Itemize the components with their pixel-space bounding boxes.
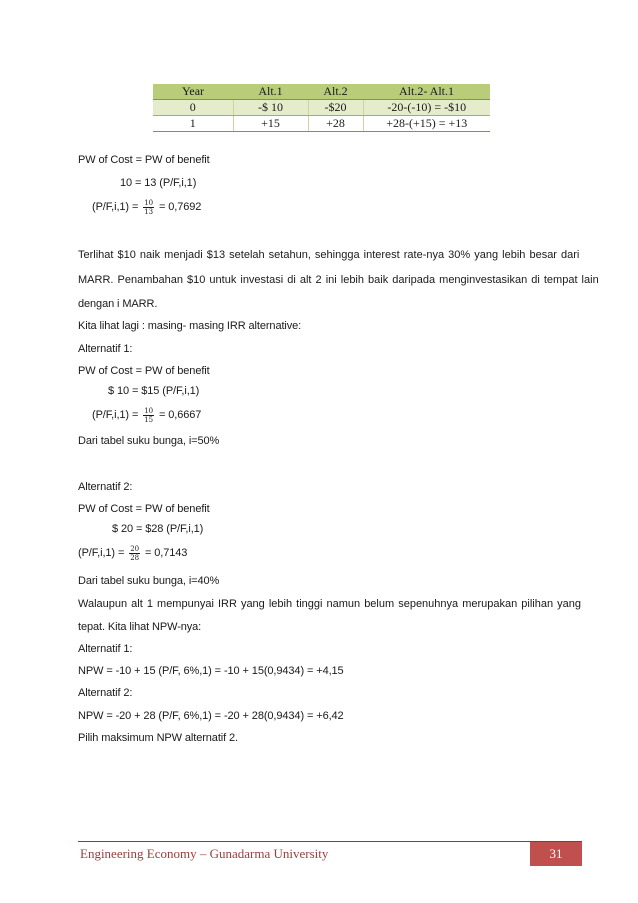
header-diff: Alt.2- Alt.1 [363,84,490,100]
footer-divider [78,841,582,842]
fraction-denominator: 13 [144,207,153,216]
pf-result: = 0,7692 [158,201,202,213]
fraction-numerator: 10 [144,198,153,207]
fraction-numerator: 20 [130,544,139,553]
pf-equation [92,197,201,217]
fraction [143,199,154,216]
conclusion-line: Pilih maksimum NPW alternatif 2. [78,732,239,744]
npw-alt1-heading: Alternatif 1: [78,643,133,655]
paragraph-line: Walaupun alt 1 mempunyai IRR yang lebih tinggi namun belum sepenuhnya merupakan pilihan yang [78,598,582,610]
npw-alt2-heading: Alternatif 2: [78,687,133,699]
alt1-pw-line: PW of Cost = PW of benefit [78,365,210,377]
alt1-equation: $ 10 = $15 (P/F,i,1) [108,385,200,397]
table-cell: +15 [233,116,308,132]
table-row [153,100,490,116]
paragraph-line: Terlihat $10 naik menjadi $13 setelah setahun, sehingga interest rate-nya 30% yang lebih besar dari [78,249,580,261]
header-alt2: Alt.2 [308,84,363,100]
pf-prefix: (P/F,i,1) = [92,201,139,213]
alt1-heading: Alternatif 1: [78,343,133,355]
table-cell: -$ 10 [233,100,308,116]
table-cell: 0 [153,100,233,116]
fraction [129,545,140,562]
fraction-denominator: 15 [144,415,153,424]
alt2-equation: $ 20 = $28 (P/F,i,1) [112,523,204,535]
paragraph-line: MARR. Penambahan $10 untuk investasi di alt 2 ini lebih baik daripada menginvestasikan di tempat lain [78,274,599,286]
alt2-heading: Alternatif 2: [78,481,133,493]
header-alt1: Alt.1 [233,84,308,100]
alt2-pw-line: PW of Cost = PW of benefit [78,503,210,515]
header-year: Year [153,84,233,100]
pf-prefix: (P/F,i,1) = [78,547,125,559]
equation-line: 10 = 13 (P/F,i,1) [120,177,197,189]
alt1-tabel-line: Dari tabel suku bunga, i=50% [78,435,220,447]
pf-result: = 0,7143 [144,547,188,559]
footer-text: Engineering Economy – Gunadarma University [80,846,329,861]
fraction-numerator: 10 [144,406,153,415]
alt2-tabel-line: Dari tabel suku bunga, i=40% [78,575,220,587]
table-header-row [153,84,490,100]
paragraph-line: tepat. Kita lihat NPW-nya: [78,621,202,633]
alt1-pf-equation [92,405,201,425]
table-cell: -20-(-10) = -$10 [363,100,490,116]
fraction [143,407,154,424]
pw-cost-benefit-line: PW of Cost = PW of benefit [78,154,210,166]
table-cell: -$20 [308,100,363,116]
alt2-pf-equation [78,543,187,563]
page-number: 31 [530,842,582,866]
pf-result: = 0,6667 [158,409,202,421]
kita-lihat-line: Kita lihat lagi : masing- masing IRR alternative: [78,320,302,332]
table-cell: +28-(+15) = +13 [363,116,490,132]
fraction-denominator: 28 [130,553,139,562]
table-cell: +28 [308,116,363,132]
npw-alt1-equation: NPW = -10 + 15 (P/F, 6%,1) = -10 + 15(0,9434) = +4,15 [78,665,344,677]
table-cell: 1 [153,116,233,132]
pf-prefix: (P/F,i,1) = [92,409,139,421]
paragraph-line: dengan i MARR. [78,298,158,310]
comparison-table [153,84,490,132]
table-row [153,116,490,132]
npw-alt2-equation: NPW = -20 + 28 (P/F, 6%,1) = -20 + 28(0,9434) = +6,42 [78,710,344,722]
